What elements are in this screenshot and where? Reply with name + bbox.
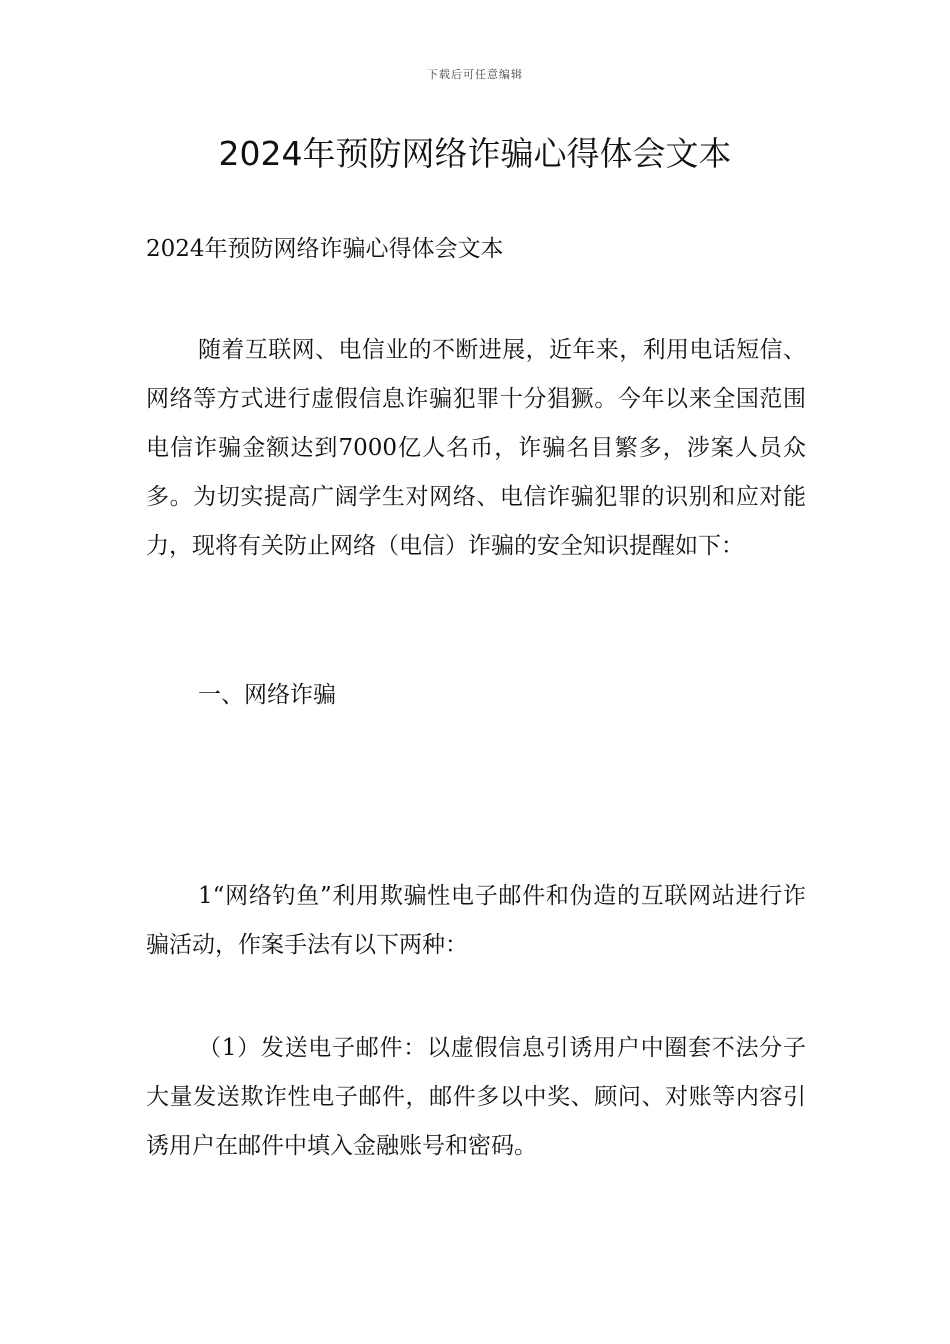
document-subtitle: 2024年预防网络诈骗心得体会文本: [146, 236, 504, 262]
email-method-paragraph: （1）发送电子邮件：以虚假信息引诱用户中圈套不法分子大量发送欺诈性电子邮件，邮件多以中奖、顾问、对账等内容引诱用户在邮件中填入金融账号和密码。: [146, 1035, 806, 1159]
document-title: 2024年预防网络诈骗心得体会文本: [218, 134, 732, 173]
page-header-note: 下载后可任意编辑: [427, 68, 523, 81]
phishing-paragraph: 1“网络钓鱼”利用欺骗性电子邮件和伪造的互联网站进行诈骗活动，作案手法有以下两种：: [146, 883, 806, 958]
intro-paragraph: 随着互联网、电信业的不断进展，近年来，利用电话短信、网络等方式进行虚假信息诈骗犯罪十分猖獗。今年以来全国范围电信诈骗金额达到7000亿人名币，诈骗名目繁多，涉案人员众多。为切实提高广阔学生对网络、电信诈骗犯罪的识别和应对能力，现将有关防止网络（电信）诈骗的安全知识提醒如下：: [146, 337, 806, 559]
section-heading: 一、网络诈骗: [198, 682, 336, 708]
